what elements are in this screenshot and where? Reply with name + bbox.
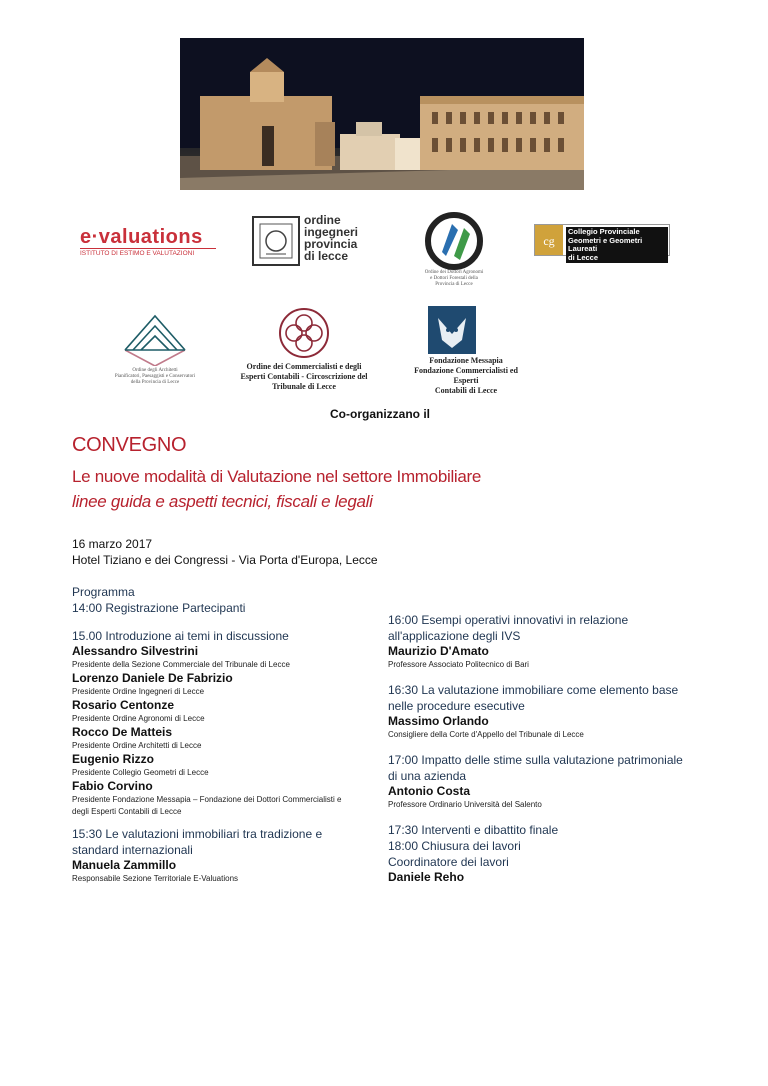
- session-heading: 17:30 Interventi e dibattito finale: [388, 823, 559, 837]
- ingegneri-emblem-icon: [252, 216, 300, 266]
- ingegneri-line-4: di lecce: [304, 249, 349, 263]
- session-heading: all'applicazione degli IVS: [388, 629, 521, 643]
- evaluations-logo-sub: ISTITUTO DI ESTIMO E VALUTAZIONI: [80, 248, 216, 257]
- speaker-name: Rocco De Matteis: [72, 725, 173, 739]
- session-impatto: [388, 752, 698, 811]
- session-valutazioni: [72, 826, 372, 885]
- speaker-name: Maurizio D'Amato: [388, 644, 489, 658]
- session-esempi: [388, 612, 698, 671]
- session-introduzione: [72, 628, 372, 818]
- agronomi-emblem-icon: [424, 212, 484, 270]
- geometri-line-3: di Lecce: [568, 252, 599, 262]
- speaker-name: Manuela Zammillo: [72, 858, 177, 872]
- session-heading: 18:00 Chiusura dei lavori: [388, 839, 521, 853]
- ingegneri-line-3: provincia: [304, 237, 358, 251]
- session-heading: di una azienda: [388, 769, 467, 783]
- agronomi-caption-3: Provincia di Lecce: [435, 282, 473, 287]
- architetti-caption-1: Ordine degli Architetti: [132, 368, 178, 373]
- messapia-line-1: Fondazione Messapia: [429, 356, 503, 365]
- commercialisti-emblem-icon: [277, 306, 331, 360]
- commercialisti-line-3: Tribunale di Lecce: [272, 382, 336, 391]
- speaker-role: Presidente Fondazione Messapia – Fondazione dei Dottori Commercialisti e: [72, 795, 342, 804]
- geometri-line-1: Collegio Provinciale: [568, 227, 640, 236]
- speaker-role: Professore Associato Politecnico di Bari: [388, 660, 529, 669]
- evaluations-logo-main: e·valuations: [80, 226, 203, 248]
- speaker-name: Fabio Corvino: [72, 779, 153, 793]
- speaker-role: Presidente della Sezione Commerciale del Tribunale di Lecce: [72, 660, 290, 669]
- speaker-role: Presidente Ordine Agronomi di Lecce: [72, 714, 205, 723]
- speaker-role: Consigliere della Corte d'Appello del Tribunale di Lecce: [388, 730, 584, 739]
- svg-text:cg: cg: [543, 234, 555, 248]
- speaker-role: degli Esperti Contabili di Lecce: [72, 807, 182, 816]
- session-heading: 17:00 Impatto delle stime sulla valutazione patrimoniale: [388, 753, 683, 767]
- speaker-name: Lorenzo Daniele De Fabrizio: [72, 671, 233, 685]
- event-date: 16 marzo 2017: [72, 537, 153, 551]
- messapia-line-3: Contabili di Lecce: [434, 386, 498, 395]
- program-right-column: [388, 612, 698, 890]
- architetti-caption-2: Pianificatori, Paesaggisti e Conservatori: [114, 374, 196, 379]
- speaker-name: Rosario Centonze: [72, 698, 175, 712]
- session-heading: Coordinatore dei lavori: [388, 855, 509, 869]
- event-title: CONVEGNO: [72, 434, 187, 456]
- architetti-caption-3: della Provincia di Lecce: [130, 380, 180, 385]
- speaker-role: Presidente Ordine Architetti di Lecce: [72, 741, 202, 750]
- geometri-logo: [534, 224, 670, 262]
- agronomi-logo: [412, 212, 496, 288]
- session-procedure: [388, 682, 698, 741]
- event-subtitle: Le nuove modalità di Valutazione nel settore Immobiliare: [72, 467, 482, 486]
- evaluations-logo: [80, 226, 220, 257]
- commercialisti-logo: [238, 306, 370, 392]
- ingegneri-line-1: ordine: [304, 213, 341, 227]
- speaker-role: Presidente Collegio Geometri di Lecce: [72, 768, 209, 777]
- commercialisti-line-1: Ordine dei Commercialisti e degli: [246, 362, 362, 371]
- speaker-role: Responsabile Sezione Territoriale E-Valuations: [72, 874, 239, 883]
- coorganizzano-label: Co-organizzano il: [330, 407, 430, 421]
- event-venue: Hotel Tiziano e dei Congressi - Via Porta d'Europa, Lecce: [72, 553, 378, 567]
- event-subtitle-italic: linee guida e aspetti tecnici, fiscali e legali: [72, 492, 373, 511]
- session-heading: 15.00 Introduzione ai temi in discussione: [72, 629, 289, 643]
- architetti-logo: [110, 310, 200, 386]
- session-heading: nelle procedure esecutive: [388, 699, 525, 713]
- geometri-line-2: Geometri e Geometri Laureati: [568, 235, 643, 253]
- speaker-name: Antonio Costa: [388, 784, 470, 798]
- hero-photo: [180, 38, 584, 190]
- speaker-name: Alessandro Silvestrini: [72, 644, 199, 658]
- speaker-name: Eugenio Rizzo: [72, 752, 154, 766]
- registration-item: 14:00 Registrazione Partecipanti: [72, 601, 246, 615]
- geometri-emblem-icon: [535, 225, 563, 255]
- session-heading: standard internazionali: [72, 843, 193, 857]
- messapia-line-2: Fondazione Commercialisti ed Esperti: [414, 366, 518, 385]
- messapia-emblem-icon: [428, 306, 476, 354]
- agronomi-caption-2: e Dottori Forestali della: [430, 276, 478, 281]
- session-heading: 16:00 Esempi operativi innovativi in relazione: [388, 613, 629, 627]
- commercialisti-line-2: Esperti Contabili - Circoscrizione del: [240, 372, 368, 381]
- program-label: Programma: [72, 585, 135, 599]
- session-chiusura: [388, 822, 698, 885]
- speaker-name: Daniele Reho: [388, 870, 465, 884]
- session-heading: 15:30 Le valutazioni immobiliari tra tradizione e: [72, 827, 323, 841]
- speaker-name: Massimo Orlando: [388, 714, 489, 728]
- program-left-column: [72, 584, 372, 890]
- architetti-emblem-icon: [121, 310, 189, 366]
- speaker-role: Presidente Ordine Ingegneri di Lecce: [72, 687, 205, 696]
- ingegneri-line-2: ingegneri: [304, 225, 359, 239]
- agronomi-caption-1: Ordine dei Dottori Agronomi: [424, 270, 484, 275]
- speaker-role: Professore Ordinario Università del Salento: [388, 800, 542, 809]
- session-heading: 16:30 La valutazione immobiliare come elemento base: [388, 683, 679, 697]
